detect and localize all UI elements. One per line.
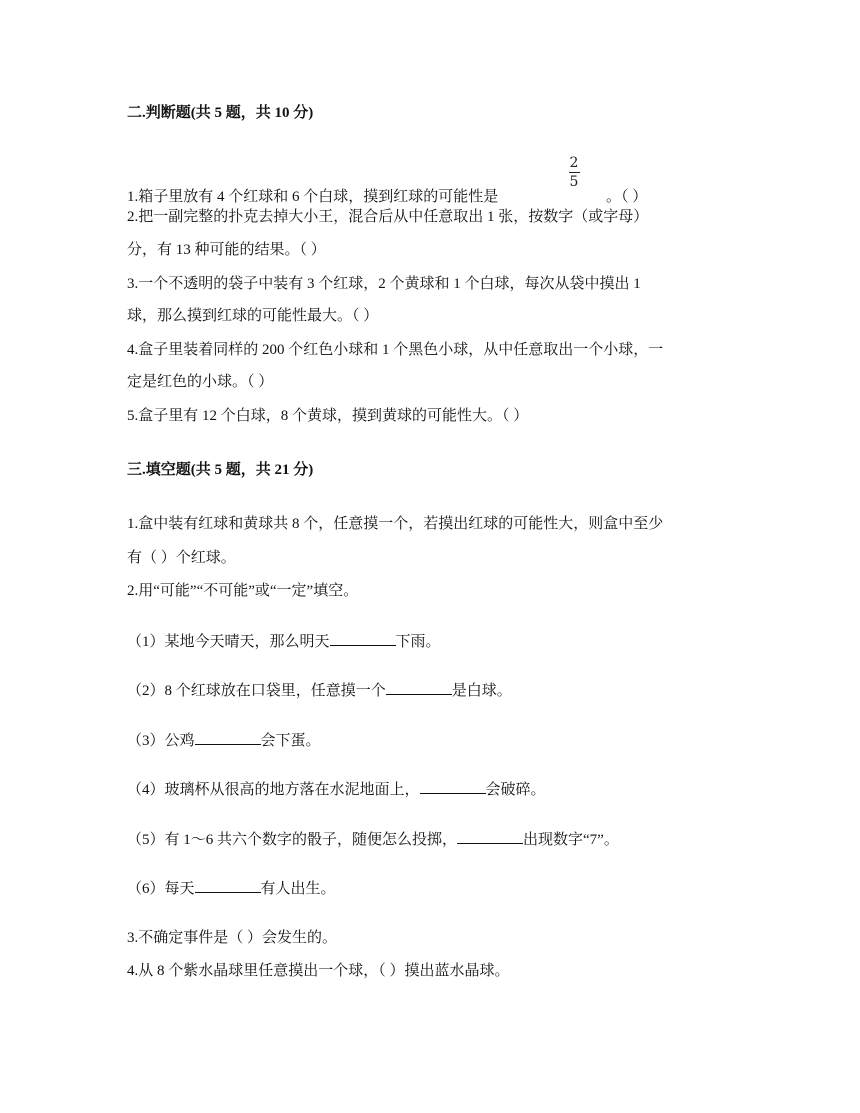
- sub5-before: （5）有 1～6 共六个数字的骰子，随便怎么投掷，: [127, 832, 458, 848]
- s3-subquestion-6: [127, 878, 336, 899]
- sub2-before: （2）8 个红球放在口袋里，任意摸一个: [127, 683, 386, 699]
- answer-blank[interactable]: [420, 779, 486, 794]
- sub6-before: （6）每天: [127, 881, 195, 897]
- sub2-after: 是白球。: [451, 683, 512, 699]
- fraction-denominator: 5: [569, 174, 579, 190]
- s2-question-1: [127, 187, 498, 207]
- s3-question-3: 3.不确定事件是（ ）会发生的。: [127, 930, 338, 946]
- section2-heading: 二.判断题(共 5 题，共 10 分): [127, 105, 314, 121]
- s3-subquestion-3: [127, 730, 321, 751]
- s3-subquestion-2: [127, 680, 512, 701]
- s3-subquestion-4: [127, 779, 546, 800]
- answer-blank[interactable]: [195, 730, 261, 745]
- s2-q1-answer-paren: 。（ ）: [606, 189, 648, 205]
- sub1-before: （1）某地今天晴天，那么明天: [127, 634, 330, 650]
- s2-q1-text: 1.箱子里放有 4 个红球和 6 个白球，摸到红球的可能性是: [127, 189, 499, 205]
- s2-question-3-line2: 球，那么摸到红球的可能性最大。（ ）: [127, 308, 379, 324]
- s2-question-4-line1: 4.盒子里装着同样的 200 个红色小球和 1 个黑色小球，从中任意取出一个小球，一: [127, 342, 664, 358]
- sub3-after: 会下蛋。: [260, 733, 321, 749]
- answer-blank[interactable]: [386, 680, 452, 695]
- s2-question-2-line1: 2.把一副完整的扑克去掉大小王，混合后从中任意取出 1 张，按数字（或字母）: [127, 209, 649, 225]
- answer-blank[interactable]: [330, 631, 396, 646]
- sub1-after: 下雨。: [395, 634, 441, 650]
- s3-subquestion-1: [127, 631, 441, 652]
- s3-question-4: 4.从 8 个紫水晶球里任意摸出一个球，（ ）摸出蓝水晶球。: [127, 963, 510, 979]
- s3-question-1-line2: 有（ ）个红球。: [127, 550, 236, 566]
- s3-question-1-line1: 1.盒中装有红球和黄球共 8 个，任意摸一个，若摸出红球的可能性大，则盒中至少: [127, 516, 664, 532]
- section3-heading: 三.填空题(共 5 题，共 21 分): [127, 462, 314, 478]
- answer-blank[interactable]: [457, 829, 523, 844]
- sub4-after: 会破碎。: [485, 782, 546, 798]
- s2-question-3-line1: 3.一个不透明的袋子中装有 3 个红球，2 个黄球和 1 个白球，每次从袋中摸出 1: [127, 276, 641, 292]
- s2-question-2-line2: 分，有 13 种可能的结果。（ ）: [127, 242, 326, 258]
- sub5-after: 出现数字“7”。: [523, 832, 619, 848]
- sub6-after: 有人出生。: [260, 881, 336, 897]
- s2-question-4-line2: 定是红色的小球。（ ）: [127, 374, 274, 390]
- s2-question-5: 5.盒子里有 12 个白球，8 个黄球，摸到黄球的可能性大。（ ）: [127, 408, 529, 424]
- s3-subquestion-5: [127, 829, 619, 850]
- fraction-two-fifths: [566, 155, 582, 190]
- sub4-before: （4）玻璃杯从很高的地方落在水泥地面上，: [127, 782, 420, 798]
- s3-question-2: 2.用“可能”“不可能”或“一定”填空。: [127, 583, 359, 599]
- answer-blank[interactable]: [195, 878, 261, 893]
- fraction-numerator: 2: [569, 155, 579, 171]
- sub3-before: （3）公鸡: [127, 733, 195, 749]
